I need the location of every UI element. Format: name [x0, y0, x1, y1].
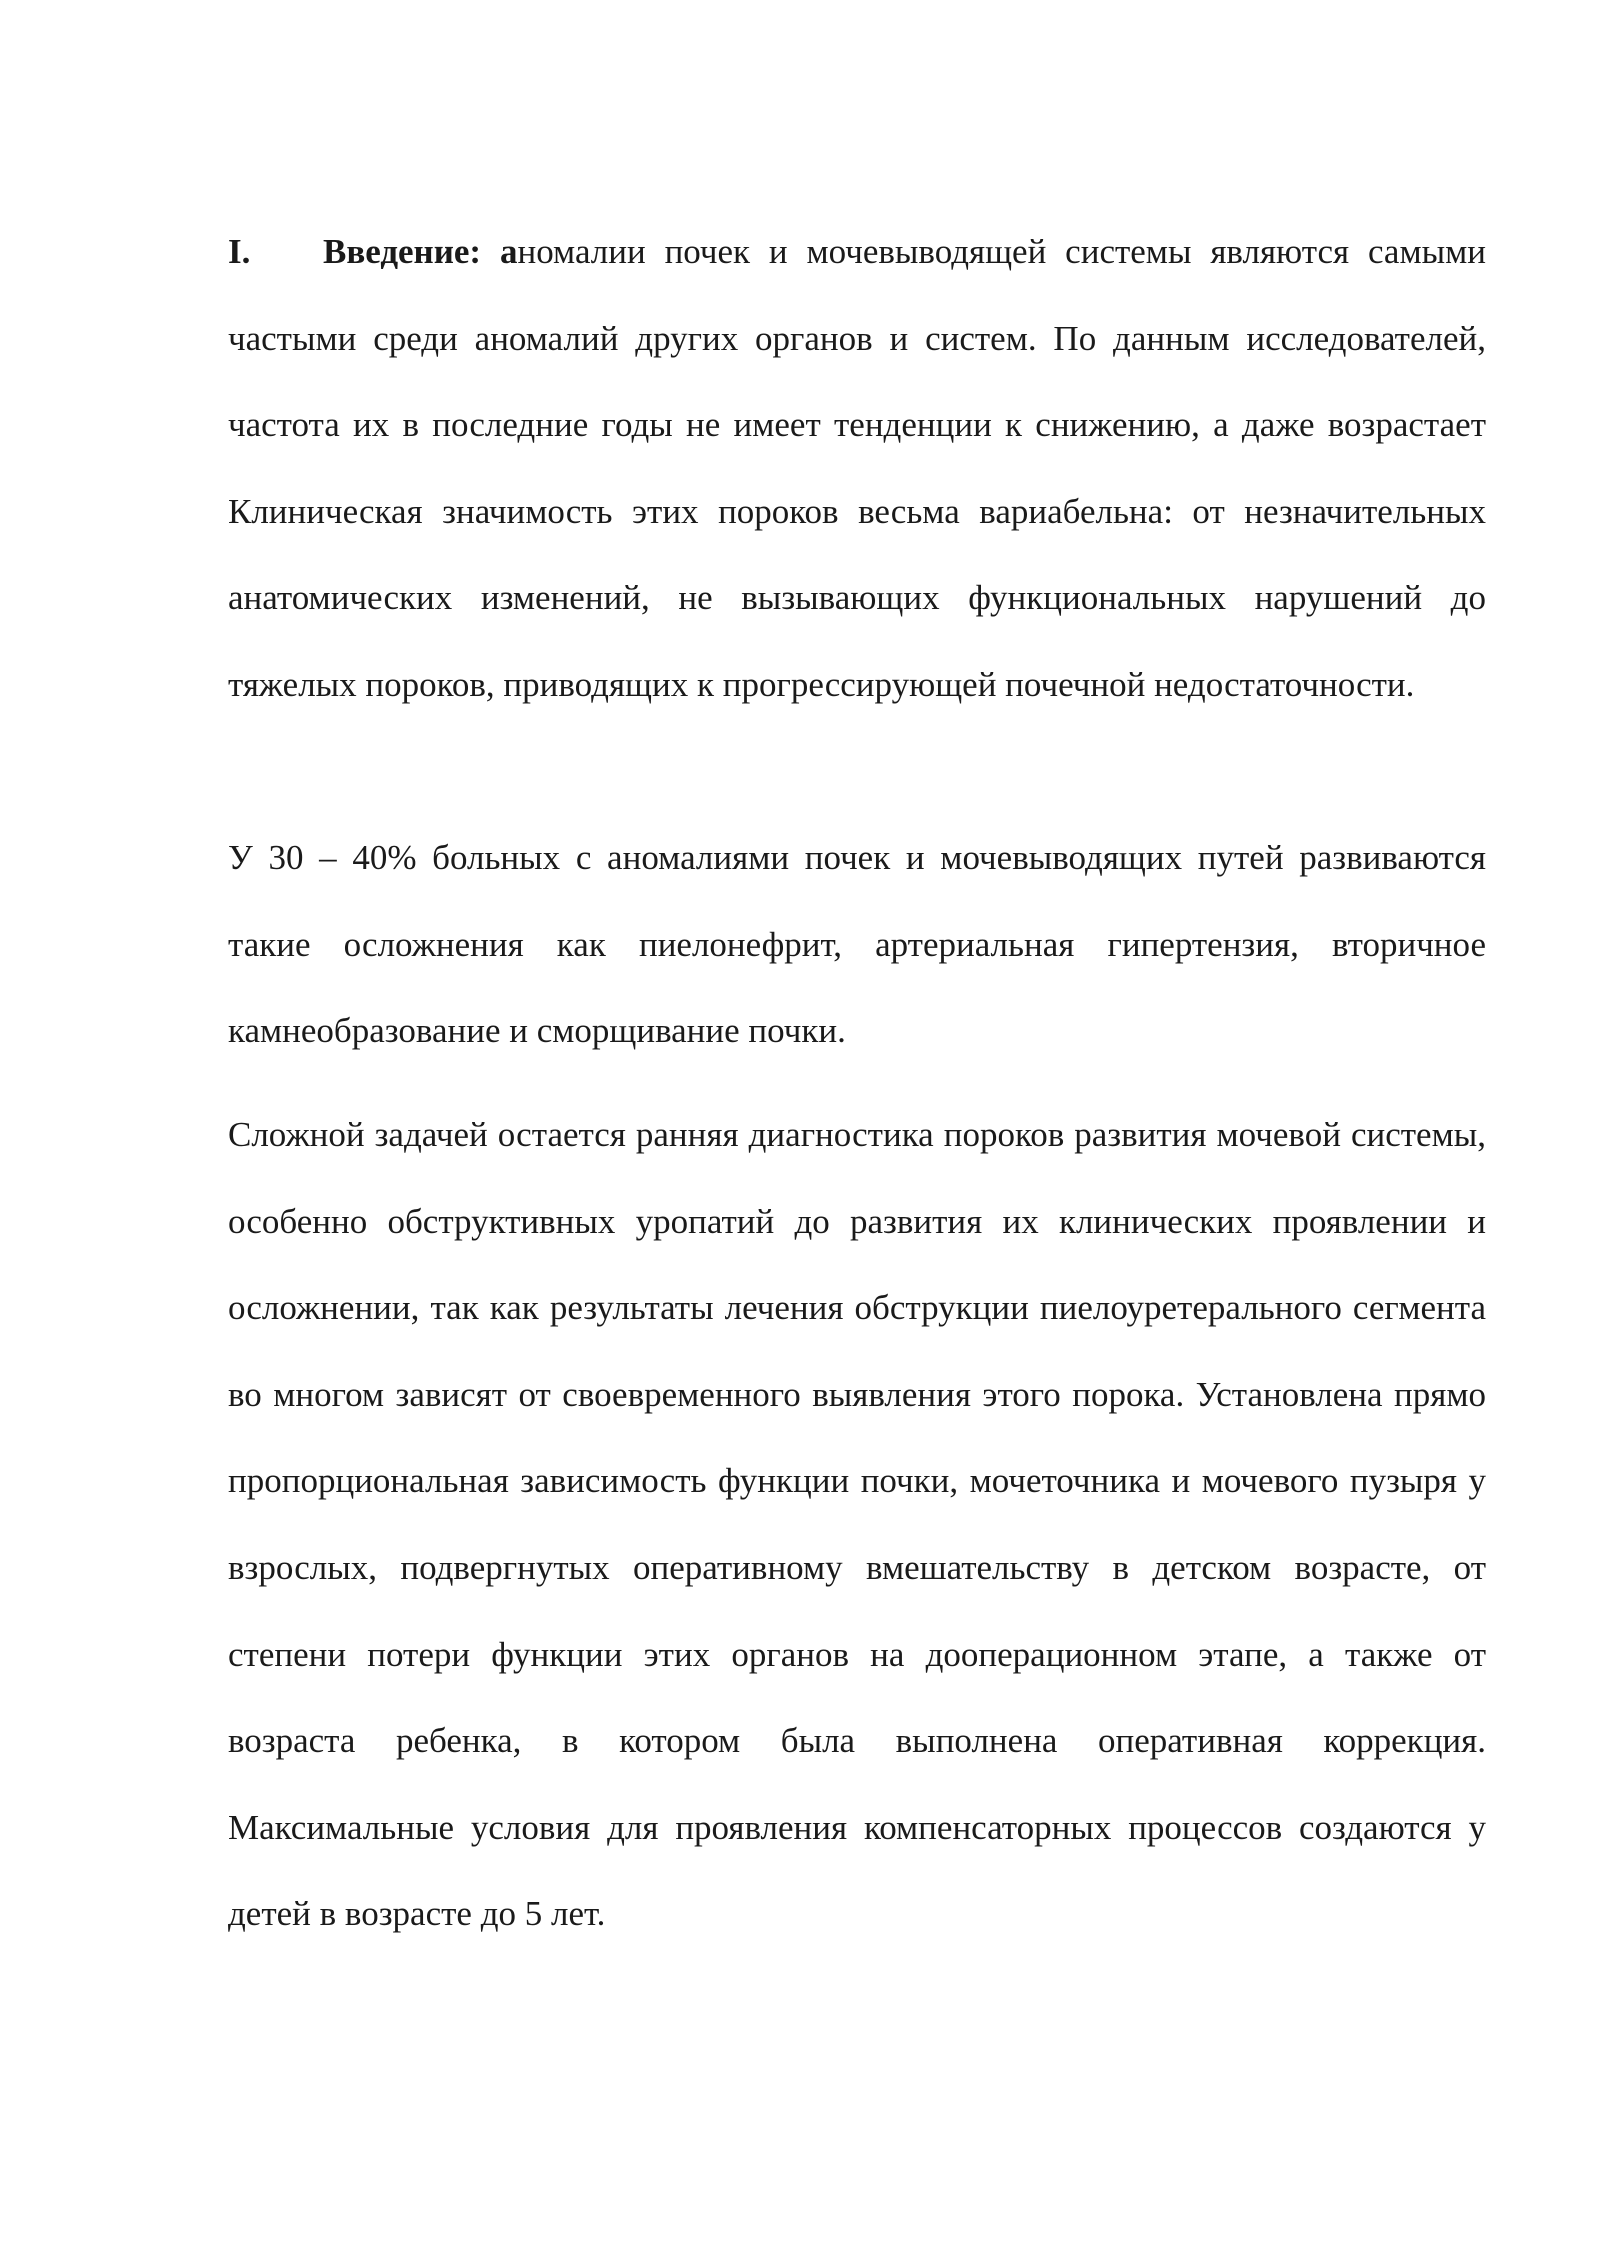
- complications-paragraph: [228, 815, 1486, 1075]
- section-title: Введение:: [323, 232, 482, 271]
- diagnostics-paragraph: [228, 1092, 1486, 1958]
- paragraph-3-text: Сложной задачей остается ранняя диагностика пороков развития мочевой системы, особенно обструктивных уропатий до развития их клинических проявлении и осложнении, так как результаты лечения обструкции пиелоуретерального сегмента во многом зависят от своевременного выявления этого порока. Установлена прямо пропорциональная зависимость функции почки, мочеточника и мочевого пузыря у взрослых, подвергнутых оперативному вмешательству в детском возрасте, от степени потери функции этих органов на дооперационном этапе, а также от возраста ребенка, в котором была выполнена оперативная коррекция. Максимальные условия для проявления компенсаторных процессов создаются у детей в возрасте до 5 лет.: [228, 1115, 1486, 1934]
- introduction-text: [228, 209, 1486, 729]
- section-number: I.: [228, 232, 251, 271]
- paragraph-2-text: У 30 – 40% больных с аномалиями почек и мочевыводящих путей развиваются такие осложнения как пиелонефрит, артериальная гипертензия, вторичное камнеобразование и сморщивание почки.: [228, 838, 1486, 1051]
- introduction-paragraph: [228, 209, 1486, 729]
- paragraph-1-text: номалии почек и мочевыводящей системы являются самыми частыми среди аномалий других органов и систем. По данным исследователей, частота их в последние годы не имеет тенденции к снижению, а даже возрастает Клиническая значимость этих пороков весьма вариабельна: от незначительных анатомических изменений, не вызывающих функциональных нарушений до тяжелых пороков, приводящих к прогрессирующей почечной недостаточности.: [228, 232, 1487, 704]
- paragraph-first-letter: а: [499, 232, 518, 271]
